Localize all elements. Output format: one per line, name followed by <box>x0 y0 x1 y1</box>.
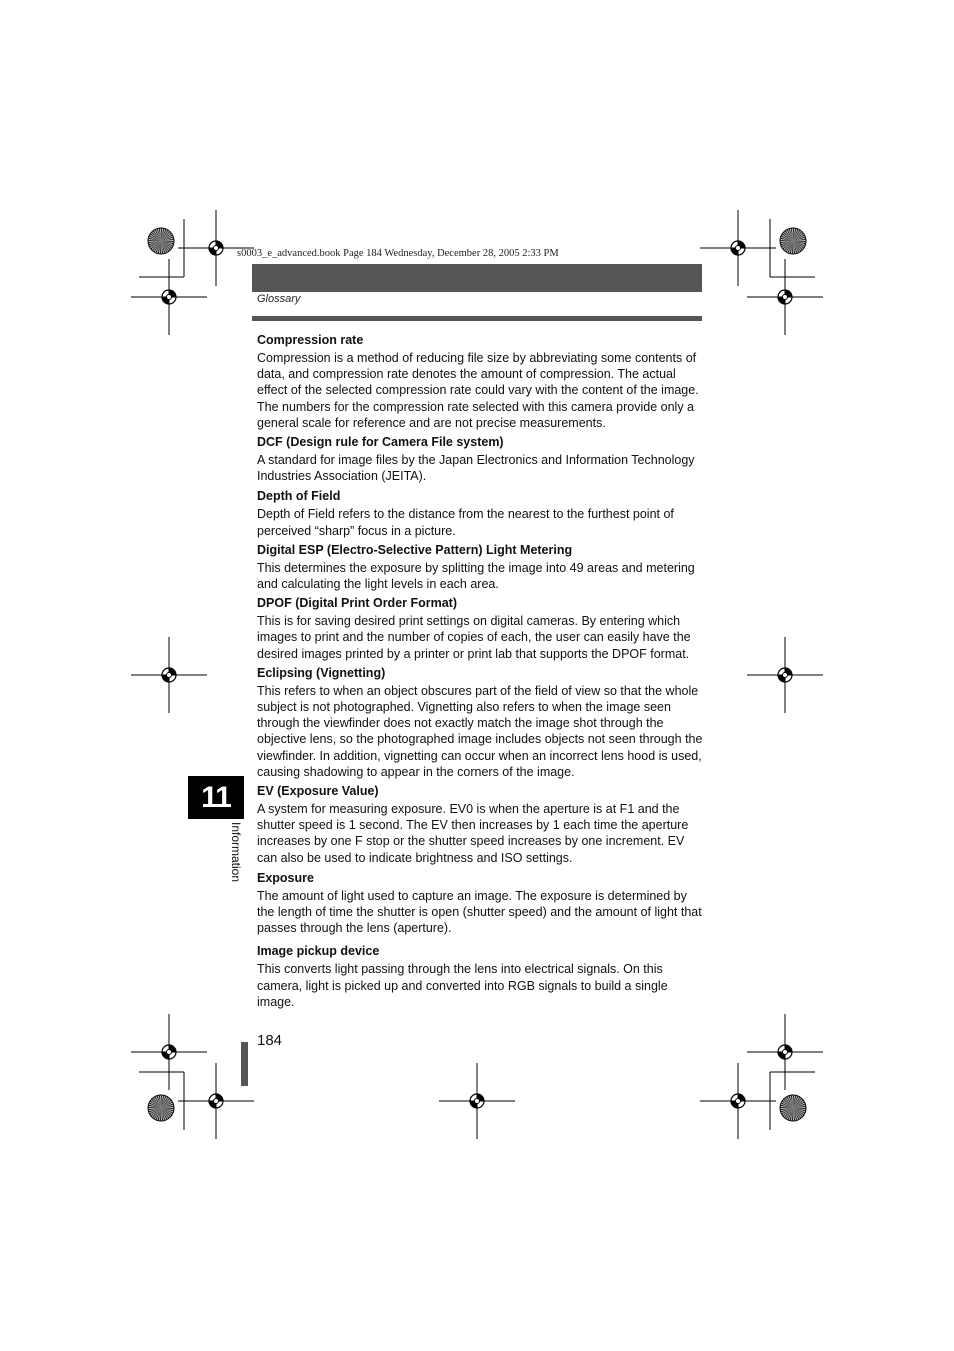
page-number-bar <box>241 1042 248 1086</box>
book-file-header: s0003_e_advanced.book Page 184 Wednesday, December 28, 2005 2:33 PM <box>237 248 559 259</box>
glossary-definition: Compression is a method of reducing file size by abbreviating some contents of data, and compression rate denotes the amount of compression. The actual effect of the selected compression rate could vary with the content of the image. The numbers for the compression rate selected with this camera provide only a general scale for reference and are not precise measurements. <box>257 351 699 430</box>
glossary-term: Depth of Field <box>257 489 341 504</box>
glossary-definition: This determines the exposure by splitting the image into 49 areas and metering and calculating the light levels in each area. <box>257 560 695 592</box>
glossary-definition: A system for measuring exposure. EV0 is when the aperture is at F1 and the shutter speed is 1 second. The EV then increases by 1 each time the aperture increases by one F stop or the shutter speed increases by one increment. EV can also be used to indicate brightness and ISO settings. <box>257 802 689 865</box>
registration-crosshair-icon <box>747 259 823 335</box>
registration-starburst-icon <box>148 228 174 254</box>
registration-crosshair-icon <box>131 259 207 335</box>
section-title: Glossary <box>257 293 301 305</box>
chapter-number-tab: 11 <box>188 776 244 819</box>
registration-starburst-icon <box>780 1095 806 1121</box>
glossary-term: EV (Exposure Value) <box>257 784 379 799</box>
glossary-definition: Depth of Field refers to the distance from the nearest to the furthest point of perceived “sharp” focus in a picture. <box>257 507 674 538</box>
glossary-entry <box>257 665 707 780</box>
glossary-definition: The amount of light used to capture an image. The exposure is determined by the length of time the shutter is open (shutter speed) and the amount of light that passes through the lens (aperture). <box>257 888 702 936</box>
glossary-term: DCF (Design rule for Camera File system) <box>257 435 504 450</box>
glossary-term: Eclipsing (Vignetting) <box>257 665 386 680</box>
glossary-list <box>257 332 707 1010</box>
registration-crosshair-icon <box>131 637 207 713</box>
registration-crosshair-icon <box>439 1063 515 1139</box>
chapter-label: Information <box>229 822 243 883</box>
glossary-definition: A standard for image files by the Japan Electronics and Information Technology Industries Association (JEITA). <box>257 453 695 484</box>
registration-crosshair-icon <box>700 1063 776 1139</box>
glossary-entry <box>257 595 707 662</box>
glossary-term: Exposure <box>257 870 314 885</box>
registration-crosshair-icon <box>747 1014 823 1090</box>
header-rule <box>252 316 702 321</box>
page-number: 184 <box>257 1032 283 1049</box>
glossary-entry <box>257 943 707 1010</box>
glossary-term: Image pickup device <box>257 944 380 959</box>
glossary-entry <box>257 434 707 484</box>
registration-starburst-icon <box>148 1095 174 1121</box>
glossary-term: Compression rate <box>257 333 364 347</box>
glossary-term: DPOF (Digital Print Order Format) <box>257 596 458 611</box>
glossary-entry <box>257 332 707 431</box>
glossary-entry <box>257 870 707 937</box>
glossary-entry <box>257 488 707 538</box>
registration-starburst-icon <box>780 228 806 254</box>
glossary-entry <box>257 542 707 592</box>
registration-crosshair-icon <box>131 1014 207 1090</box>
glossary-definition: This converts light passing through the lens into electrical signals. On this camera, light is picked up and converted into RGB signals to build a single image. <box>257 962 668 1009</box>
registration-crosshair-icon <box>747 637 823 713</box>
header-bar <box>252 264 702 292</box>
glossary-definition: This is for saving desired print settings on digital cameras. By entering which images to print and the number of copies of each, the user can easily have the desired images printed by a printer or print lab that supports the DPOF format. <box>257 614 691 661</box>
glossary-term: Digital ESP (Electro-Selective Pattern) Light Metering <box>257 542 573 557</box>
glossary-definition: This refers to when an object obscures part of the field of view so that the whole subject is not photographed. Vignetting also refers to when the image seen through the viewfinder does not exactly match the image shot through the objective lens, so the photographed image includes objects not seen through the viewfinder. In addition, vignetting can occur when an incorrect lens hood is used, causing shadowing to appear in the corners of the image. <box>257 683 703 779</box>
registration-crosshair-icon <box>700 210 776 286</box>
glossary-entry <box>257 783 707 866</box>
